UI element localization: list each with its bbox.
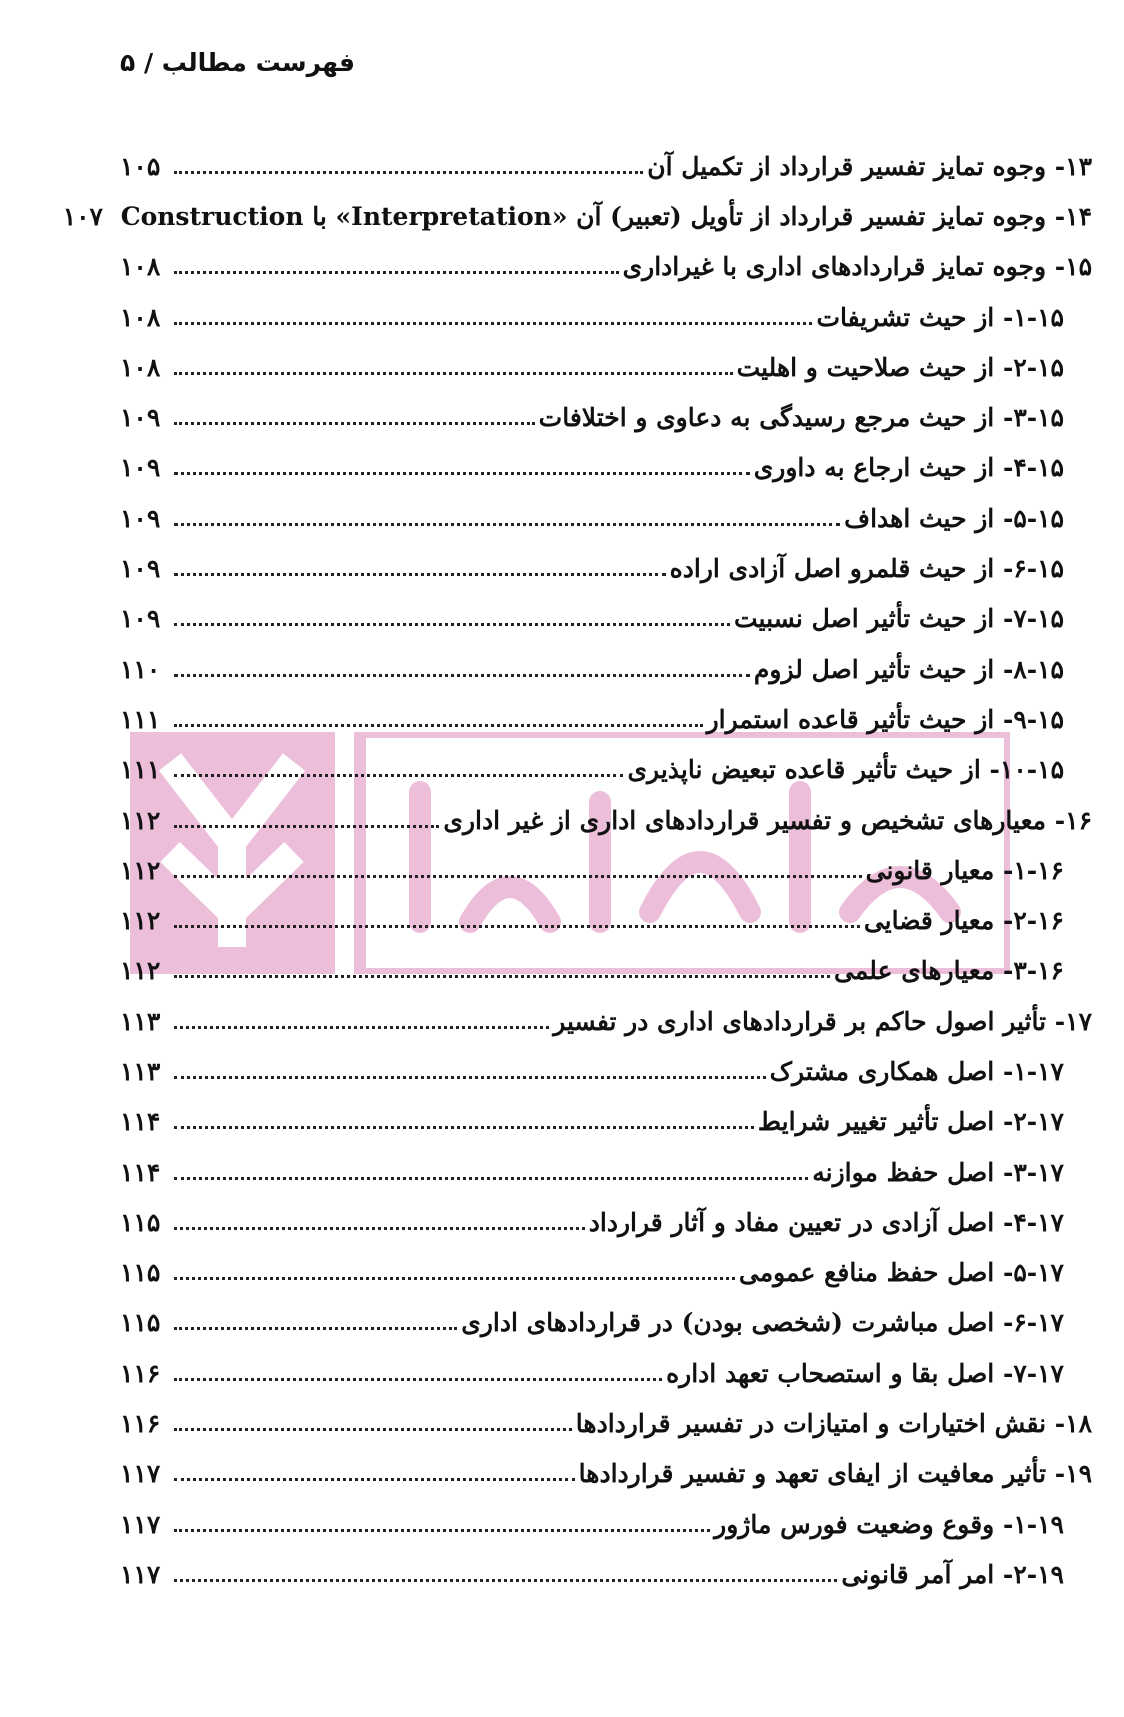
dot-leader [174,1277,735,1280]
toc-entry-title: ۲-۱۹- امر آمر قانونی [841,1559,1064,1589]
dot-leader [174,875,862,878]
toc-entry-title: ۱۸- نقش اختیارات و امتیازات در تفسیر قراردادها [575,1409,1092,1439]
toc-entry-page: ۱۰۹ [120,554,161,584]
toc-entry-title: ۶-۱۵- از حیث قلمرو اصل آزادی اراده [669,554,1064,584]
dot-leader [174,372,733,375]
dot-leader [174,472,750,475]
toc-entry-title: ۱۴- وجوه تمایز تفسیر قرارداد از تأویل (تعبیر) آن «Interpretation» با Construction [120,201,1092,231]
toc-entry-title: ۱۷- تأثیر اصول حاکم بر قراردادهای اداری در تفسیر [553,1006,1092,1036]
toc-entry-page: ۱۱۶ [120,1358,161,1388]
table-of-contents [62,141,1092,1600]
toc-entry [120,845,1092,895]
toc-entry-page: ۱۱۴ [120,1157,161,1187]
toc-entry-title: ۹-۱۵- از حیث تأثیر قاعده استمرار [706,704,1064,734]
toc-entry-page: ۱۱۷ [120,1459,161,1489]
toc-entry [120,694,1092,744]
toc-entry-page: ۱۰۹ [120,403,161,433]
toc-entry [120,392,1092,442]
dot-leader [174,1529,710,1532]
toc-entry-page: ۱۰۹ [120,604,161,634]
dot-leader [174,975,830,978]
toc-entry-page: ۱۱۲ [120,805,161,835]
toc-entry [120,242,1092,292]
toc-entry-title: ۲-۱۶- معیار قضایی [863,906,1064,936]
dot-leader [174,1327,457,1330]
toc-entry [62,191,1092,241]
toc-entry-title: ۲-۱۵- از حیث صلاحیت و اهلیت [736,352,1064,382]
dot-leader [174,724,703,727]
toc-entry [120,1097,1092,1147]
dot-leader [174,1579,837,1582]
dot-leader [174,523,840,526]
dot-leader [174,1227,585,1230]
toc-entry-page: ۱۰۵ [120,151,161,181]
toc-entry-title: ۷-۱۷- اصل بقا و استصحاب تعهد اداره [666,1358,1064,1388]
toc-entry-title: ۴-۱۵- از حیث ارجاع به داوری [753,453,1064,483]
toc-entry [120,745,1092,795]
dot-leader [174,422,535,425]
toc-entry [120,292,1092,342]
toc-entry-title: ۱۵- وجوه تمایز قراردادهای اداری با غیراداری [622,252,1092,282]
toc-entry-page: ۱۰۹ [120,503,161,533]
dot-leader [174,825,439,828]
toc-entry [120,1449,1092,1499]
toc-entry [120,1046,1092,1096]
toc-entry-page: ۱۰۸ [120,352,161,382]
page-header: فهرست مطالب / ۵ [120,48,356,77]
toc-entry [120,1248,1092,1298]
toc-entry-page: ۱۰۸ [120,302,161,332]
toc-entry-page: ۱۰۷ [62,201,103,231]
toc-entry-title: ۳-۱۷- اصل حفظ موازنه [812,1157,1064,1187]
dot-leader [174,271,619,274]
toc-entry-title: ۱-۱۷- اصل همکاری مشترک [769,1056,1064,1086]
toc-entry-page: ۱۱۲ [120,855,161,885]
toc-entry-page: ۱۱۵ [120,1308,161,1338]
toc-entry-page: ۱۱۴ [120,1107,161,1137]
toc-entry-title: ۲-۱۷- اصل تأثیر تغییر شرایط [757,1107,1064,1137]
toc-entry-page: ۱۱۳ [120,1056,161,1086]
toc-entry-page: ۱۱۲ [120,906,161,936]
dot-leader [174,1428,572,1431]
toc-entry [120,543,1092,593]
toc-entry-page: ۱۱۱ [120,704,161,734]
toc-entry [120,1549,1092,1599]
toc-entry-title: ۱۹- تأثیر معافیت از ایفای تعهد و تفسیر قراردادها [578,1459,1092,1489]
toc-entry [120,1348,1092,1398]
dot-leader [174,322,812,325]
toc-entry-title: ۶-۱۷- اصل مباشرت (شخصی بودن) در قراردادهای اداری [461,1308,1064,1338]
dot-leader [174,623,730,626]
toc-entry [120,1197,1092,1247]
toc-entry-title: ۱-۱۹- وقوع وضعیت فورس ماژور [714,1509,1064,1539]
toc-entry-title: ۱-۱۵- از حیث تشریفات [816,302,1064,332]
toc-entry-title: ۷-۱۵- از حیث تأثیر اصل نسبیت [733,604,1064,634]
toc-entry [120,443,1092,493]
toc-entry [120,1398,1092,1448]
toc-entry-title: ۵-۱۷- اصل حفظ منافع عمومی [738,1258,1064,1288]
dot-leader [174,925,860,928]
toc-entry-page: ۱۱۰ [120,654,161,684]
toc-entry-page: ۱۱۳ [120,1006,161,1036]
toc-entry-page: ۱۰۸ [120,252,161,282]
toc-entry-title: ۴-۱۷- اصل آزادی در تعیین مفاد و آثار قرارداد [588,1207,1064,1237]
toc-entry [120,644,1092,694]
toc-entry-page: ۱۱۶ [120,1409,161,1439]
dot-leader [174,1177,808,1180]
toc-entry-page: ۱۱۵ [120,1207,161,1237]
toc-entry [120,946,1092,996]
toc-entry-page: ۱۱۷ [120,1509,161,1539]
toc-entry [120,342,1092,392]
toc-entry-title: ۱۶- معیارهای تشخیص و تفسیر قراردادهای اداری از غیر اداری [443,805,1092,835]
dot-leader [174,171,643,174]
toc-entry [120,141,1092,191]
toc-entry-page: ۱۰۹ [120,453,161,483]
toc-entry [120,594,1092,644]
toc-entry [120,795,1092,845]
toc-entry-page: ۱۱۷ [120,1559,161,1589]
toc-entry [120,493,1092,543]
toc-entry [120,895,1092,945]
toc-entry-title: ۵-۱۵- از حیث اهداف [844,503,1064,533]
toc-entry-title: ۱-۱۶- معیار قانونی [865,855,1064,885]
toc-entry-title: ۳-۱۶- معیارهای علمی [834,956,1064,986]
dot-leader [174,1076,766,1079]
dot-leader [174,1378,662,1381]
dot-leader [174,1478,575,1481]
dot-leader [174,674,750,677]
toc-entry-page: ۱۱۵ [120,1258,161,1288]
dot-leader [174,1126,754,1129]
dot-leader [174,774,623,777]
dot-leader [174,573,666,576]
toc-entry [120,1147,1092,1197]
toc-entry [120,996,1092,1046]
toc-entry-title: ۱۰-۱۵- از حیث تأثیر قاعده تبعیض ناپذیری [627,755,1064,785]
toc-entry-page: ۱۱۲ [120,956,161,986]
toc-entry [120,1298,1092,1348]
toc-entry [120,1499,1092,1549]
toc-entry-title: ۸-۱۵- از حیث تأثیر اصل لزوم [753,654,1064,684]
toc-entry-title: ۱۳- وجوه تمایز تفسیر قرارداد از تکمیل آن [647,151,1092,181]
dot-leader [174,1026,549,1029]
toc-entry-title: ۳-۱۵- از حیث مرجع رسیدگی به دعاوی و اختلافات [538,403,1064,433]
toc-entry-page: ۱۱۱ [120,755,161,785]
